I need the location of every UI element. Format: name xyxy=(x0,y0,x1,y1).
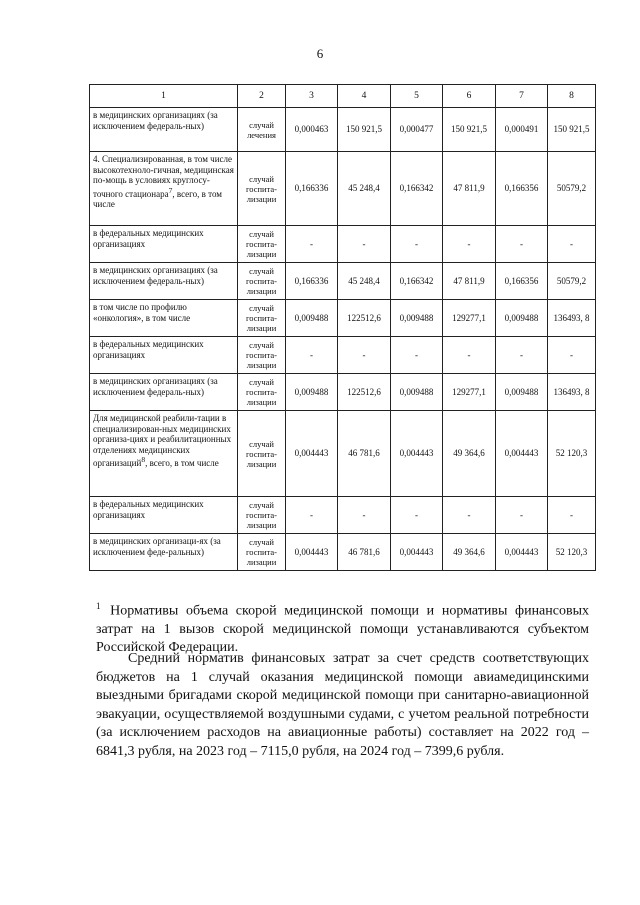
cell-value: - xyxy=(338,497,391,534)
row-label: в медицинских организаци-ях (за исключением феде-ральных) xyxy=(90,534,238,571)
footnote-text: Нормативы объема скорой медицинской помощи и нормативы финансовых затрат на 1 вызов скорой медицинской помощи устанавливаются субъектом Российской Федерации. xyxy=(96,603,589,655)
header-cell: 7 xyxy=(496,85,548,108)
cell-value: 0,166356 xyxy=(496,152,548,226)
row-label: в федеральных медицинских организациях xyxy=(90,337,238,374)
cell-value: - xyxy=(338,226,391,263)
cell-value: 49 364,6 xyxy=(443,534,496,571)
cell-value: 0,009488 xyxy=(286,374,338,411)
page-number: 6 xyxy=(316,46,324,61)
cell-value: - xyxy=(443,337,496,374)
header-cell: 5 xyxy=(391,85,443,108)
table-header-row xyxy=(90,85,596,108)
table-row xyxy=(90,337,596,374)
cell-value: 50579,2 xyxy=(548,152,596,226)
footnote-mark: 1 xyxy=(96,601,101,611)
row-unit: случай госпита-лизации xyxy=(238,300,286,337)
cell-value: 0,004443 xyxy=(496,534,548,571)
footnote xyxy=(96,597,589,657)
cell-value: - xyxy=(496,497,548,534)
cell-value: - xyxy=(286,226,338,263)
cell-value: 150 921,5 xyxy=(443,108,496,152)
row-label xyxy=(90,411,238,497)
header-cell: 8 xyxy=(548,85,596,108)
table-row xyxy=(90,411,596,497)
cell-value: 0,166342 xyxy=(391,263,443,300)
row-label: в медицинских организациях (за исключением федераль-ных) xyxy=(90,108,238,152)
cell-value: - xyxy=(286,497,338,534)
row-unit: случай госпита-лизации xyxy=(238,534,286,571)
cell-value: 0,009488 xyxy=(496,300,548,337)
cell-value: 46 781,6 xyxy=(338,534,391,571)
table-row xyxy=(90,226,596,263)
cell-value: - xyxy=(391,226,443,263)
cell-value: 136493, 8 xyxy=(548,300,596,337)
cell-value: 52 120,3 xyxy=(548,534,596,571)
cell-value: - xyxy=(338,337,391,374)
cell-value: 0,004443 xyxy=(391,534,443,571)
cell-value: 0,009488 xyxy=(391,374,443,411)
cell-value: 0,000463 xyxy=(286,108,338,152)
cell-value: 49 364,6 xyxy=(443,411,496,497)
row-unit: случай госпита-лизации xyxy=(238,374,286,411)
row-unit: случай лечения xyxy=(238,108,286,152)
cell-value: - xyxy=(548,226,596,263)
cell-value: 129277,1 xyxy=(443,374,496,411)
row-unit: случай госпита-лизации xyxy=(238,263,286,300)
row-unit: случай госпита-лизации xyxy=(238,226,286,263)
cell-value: - xyxy=(391,337,443,374)
header-cell: 3 xyxy=(286,85,338,108)
header-cell: 1 xyxy=(90,85,238,108)
cell-value: - xyxy=(443,497,496,534)
cell-value: 52 120,3 xyxy=(548,411,596,497)
row-label xyxy=(90,152,238,226)
row-label-tail: , всего, в том числе xyxy=(93,188,222,209)
cell-value: 150 921,5 xyxy=(338,108,391,152)
cell-value: 136493, 8 xyxy=(548,374,596,411)
cell-value: 0,166336 xyxy=(286,263,338,300)
cell-value: 47 811,9 xyxy=(443,263,496,300)
table-row xyxy=(90,263,596,300)
cell-value: - xyxy=(443,226,496,263)
cell-value: 122512,6 xyxy=(338,300,391,337)
norms-table xyxy=(89,84,596,571)
footnote-ref: 8 xyxy=(141,455,146,464)
table-row xyxy=(90,497,596,534)
cell-value: - xyxy=(496,226,548,263)
cell-value: 46 781,6 xyxy=(338,411,391,497)
body-paragraph: Средний норматив финансовых затрат за счет средств соответствующих бюджетов на 1 случай оказания медицинской помощи авиамедицинскими выездными бригадами скорой медицинской помощи при санитарно-авиационной эвакуации, осуществляемой воздушными судами, с учетом реальной потребности (за исключением расходов на авиационные работы) составляет на 2022 год – 6841,3 рубля, на 2023 год – 7115,0 рубля, на 2024 год – 7399,6 рубля. xyxy=(96,651,589,759)
cell-value: 129277,1 xyxy=(443,300,496,337)
row-label-text: 4. Специализированная, в том числе высокотехноло-гичная, медицинская по-мощь в условиях круглосу-точного стационара xyxy=(93,154,234,199)
cell-value: 0,166336 xyxy=(286,152,338,226)
table-row xyxy=(90,152,596,226)
table-row xyxy=(90,374,596,411)
row-unit: случай госпита-лизации xyxy=(238,337,286,374)
row-label: в федеральных медицинских организациях xyxy=(90,226,238,263)
cell-value: 0,166342 xyxy=(391,152,443,226)
footnote-ref: 7 xyxy=(168,185,173,195)
table-row xyxy=(90,534,596,571)
row-label: в медицинских организациях (за исключением федераль-ных) xyxy=(90,374,238,411)
cell-value: 0,004443 xyxy=(286,534,338,571)
cell-value: 47 811,9 xyxy=(443,152,496,226)
cell-value: 45 248,4 xyxy=(338,152,391,226)
header-cell: 2 xyxy=(238,85,286,108)
row-unit: случай госпита-лизации xyxy=(238,152,286,226)
cell-value: 0,009488 xyxy=(391,300,443,337)
row-label: в медицинских организациях (за исключением федераль-ных) xyxy=(90,263,238,300)
cell-value: 45 248,4 xyxy=(338,263,391,300)
row-unit: случай госпита-лизации xyxy=(238,497,286,534)
table-row xyxy=(90,300,596,337)
row-unit: случай госпита-лизации xyxy=(238,411,286,497)
header-cell: 4 xyxy=(338,85,391,108)
row-label: в федеральных медицинских организациях xyxy=(90,497,238,534)
cell-value: 0,009488 xyxy=(286,300,338,337)
cell-value: - xyxy=(286,337,338,374)
cell-value: 0,004443 xyxy=(391,411,443,497)
table-row xyxy=(90,108,596,152)
cell-value: - xyxy=(496,337,548,374)
cell-value: 0,004443 xyxy=(286,411,338,497)
row-label-text: Для медицинской реабили-тации в специализирован-ных медицинских организа-циях и реабилитационных отделениях медицинских организаций xyxy=(93,413,232,468)
header-cell: 6 xyxy=(443,85,496,108)
cell-value: - xyxy=(548,497,596,534)
cell-value: 0,004443 xyxy=(496,411,548,497)
cell-value: 0,000491 xyxy=(496,108,548,152)
cell-value: 0,009488 xyxy=(496,374,548,411)
cell-value: - xyxy=(548,337,596,374)
cell-value: 0,166356 xyxy=(496,263,548,300)
cell-value: - xyxy=(391,497,443,534)
cell-value: 50579,2 xyxy=(548,263,596,300)
cell-value: 0,000477 xyxy=(391,108,443,152)
row-label-tail: , всего, в том числе xyxy=(145,458,219,468)
row-label: в том числе по профилю «онкология», в том числе xyxy=(90,300,238,337)
cell-value: 122512,6 xyxy=(338,374,391,411)
cell-value: 150 921,5 xyxy=(548,108,596,152)
